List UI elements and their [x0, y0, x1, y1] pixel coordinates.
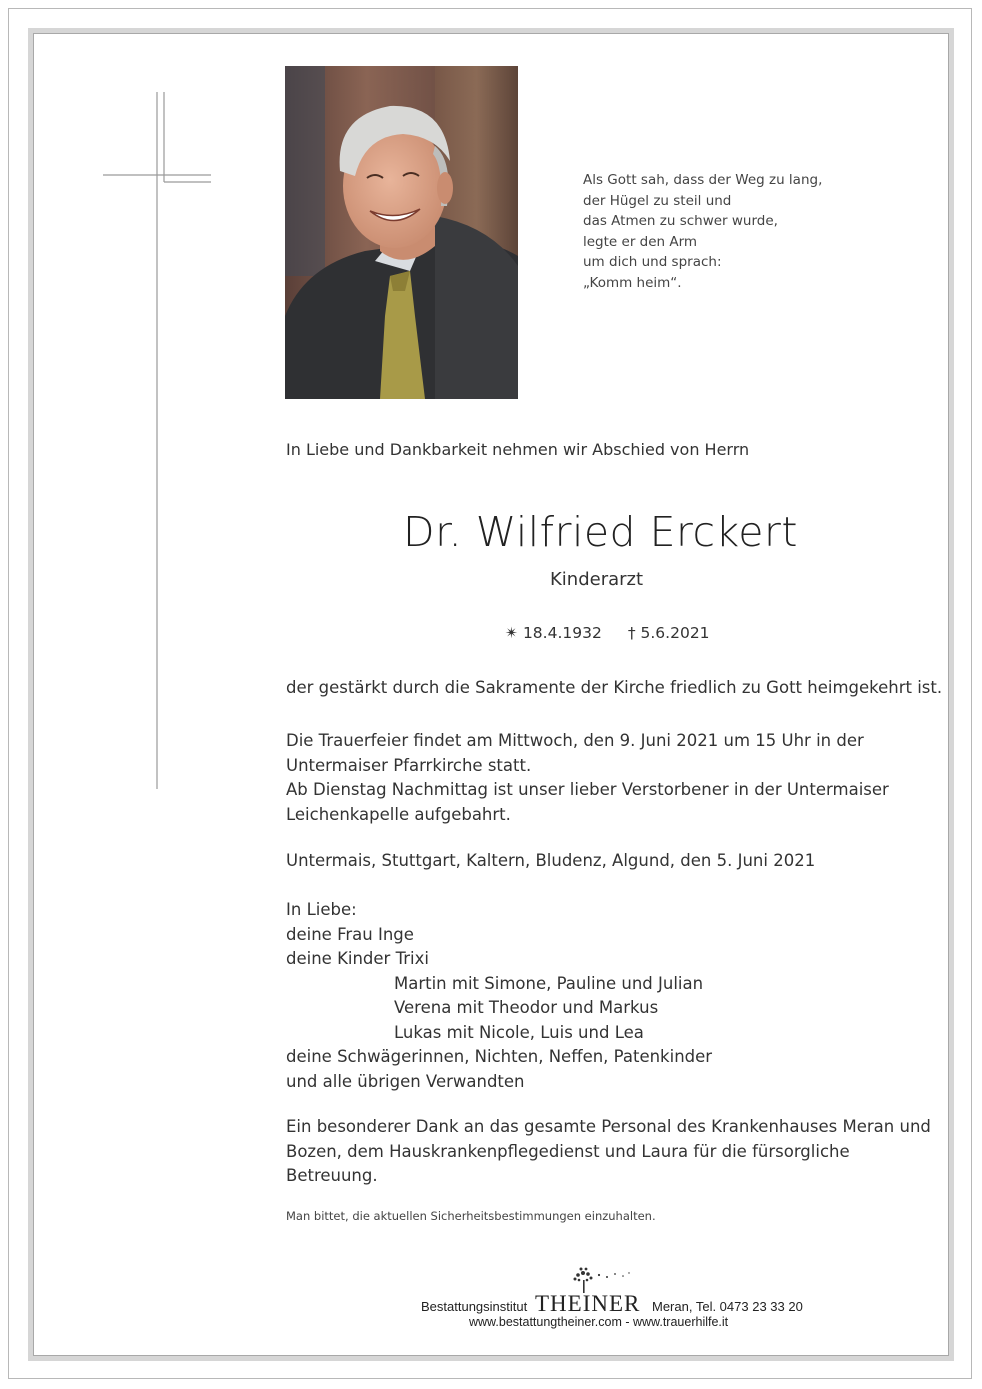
- funeral-info: [286, 729, 889, 827]
- footer-web: www.bestattungtheiner.com - www.trauerhilfe.it: [469, 1315, 729, 1329]
- deceased-profession: Kinderarzt: [550, 569, 644, 590]
- mourner-family: Verena mit Theodor und Markus: [394, 998, 659, 1017]
- poem-line: der Hügel zu steil und: [583, 192, 732, 209]
- safety-note: Man bittet, die aktuellen Sicherheitsbestimmungen einzuhalten.: [286, 1209, 656, 1223]
- mourner-wife: deine Frau Inge: [286, 924, 414, 944]
- tree-logo-icon: [567, 1266, 637, 1294]
- poem-line: das Atmen zu schwer wurde,: [583, 213, 778, 229]
- thanks-line: Ein besonderer Dank an das gesamte Personal des Krankenhauses Meran und: [286, 1117, 931, 1136]
- died-date: 5.6.2021: [640, 624, 710, 642]
- poem-line: Als Gott sah, dass der Weg zu lang,: [583, 172, 823, 188]
- funeral-line: Leichenkapelle aufgebahrt.: [286, 804, 511, 824]
- died-symbol: †: [627, 624, 636, 642]
- mourner-children: deine Kinder Trixi: [286, 949, 429, 968]
- life-dates: [505, 624, 710, 642]
- mourner-family: Lukas mit Nicole, Luis und Lea: [394, 1022, 644, 1042]
- thanks-line: Betreuung.: [286, 1166, 378, 1185]
- intro-text: In Liebe und Dankbarkeit nehmen wir Abschied von Herrn: [286, 440, 750, 459]
- mourner-family: Martin mit Simone, Pauline und Julian: [394, 973, 704, 993]
- footer: [0, 1266, 982, 1336]
- mourners-heading: In Liebe:: [286, 900, 357, 919]
- thanks-text: [286, 1115, 931, 1189]
- poem-line: um dich und sprach:: [583, 254, 722, 270]
- mourner-others: und alle übrigen Verwandten: [286, 1071, 525, 1091]
- footer-institute: Bestattungsinstitut: [421, 1299, 528, 1314]
- funeral-line: Ab Dienstag Nachmittag ist unser lieber Verstorbener in der Untermaiser: [286, 780, 889, 799]
- sacrament-line: der gestärkt durch die Sakramente der Kirche friedlich zu Gott heimgekehrt ist.: [286, 678, 943, 697]
- funeral-line: Die Trauerfeier findet am Mittwoch, den 9. Juni 2021 um 15 Uhr in der: [286, 731, 864, 750]
- born-date: 18.4.1932: [522, 624, 602, 642]
- poem: [583, 170, 822, 293]
- poem-line: legte er den Arm: [583, 233, 698, 250]
- born-symbol: ✴: [505, 624, 518, 642]
- footer-contact: Meran, Tel. 0473 23 33 20: [652, 1299, 803, 1314]
- thanks-line: Bozen, dem Hauskrankenpflegedienst und Laura für die fürsorgliche: [286, 1141, 850, 1161]
- cross-icon: [103, 92, 213, 792]
- footer-brand: THEINER: [535, 1291, 641, 1316]
- place-date: Untermais, Stuttgart, Kaltern, Bludenz, Algund, den 5. Juni 2021: [286, 851, 816, 870]
- mourners-list: [286, 898, 712, 1094]
- portrait-photo: [285, 66, 518, 399]
- mourner-relatives: deine Schwägerinnen, Nichten, Neffen, Patenkinder: [286, 1047, 713, 1066]
- funeral-line: Untermaiser Pfarrkirche statt.: [286, 755, 532, 775]
- deceased-name: Dr. Wilfried Erckert: [403, 508, 798, 556]
- poem-line: „Komm heim“.: [583, 274, 682, 291]
